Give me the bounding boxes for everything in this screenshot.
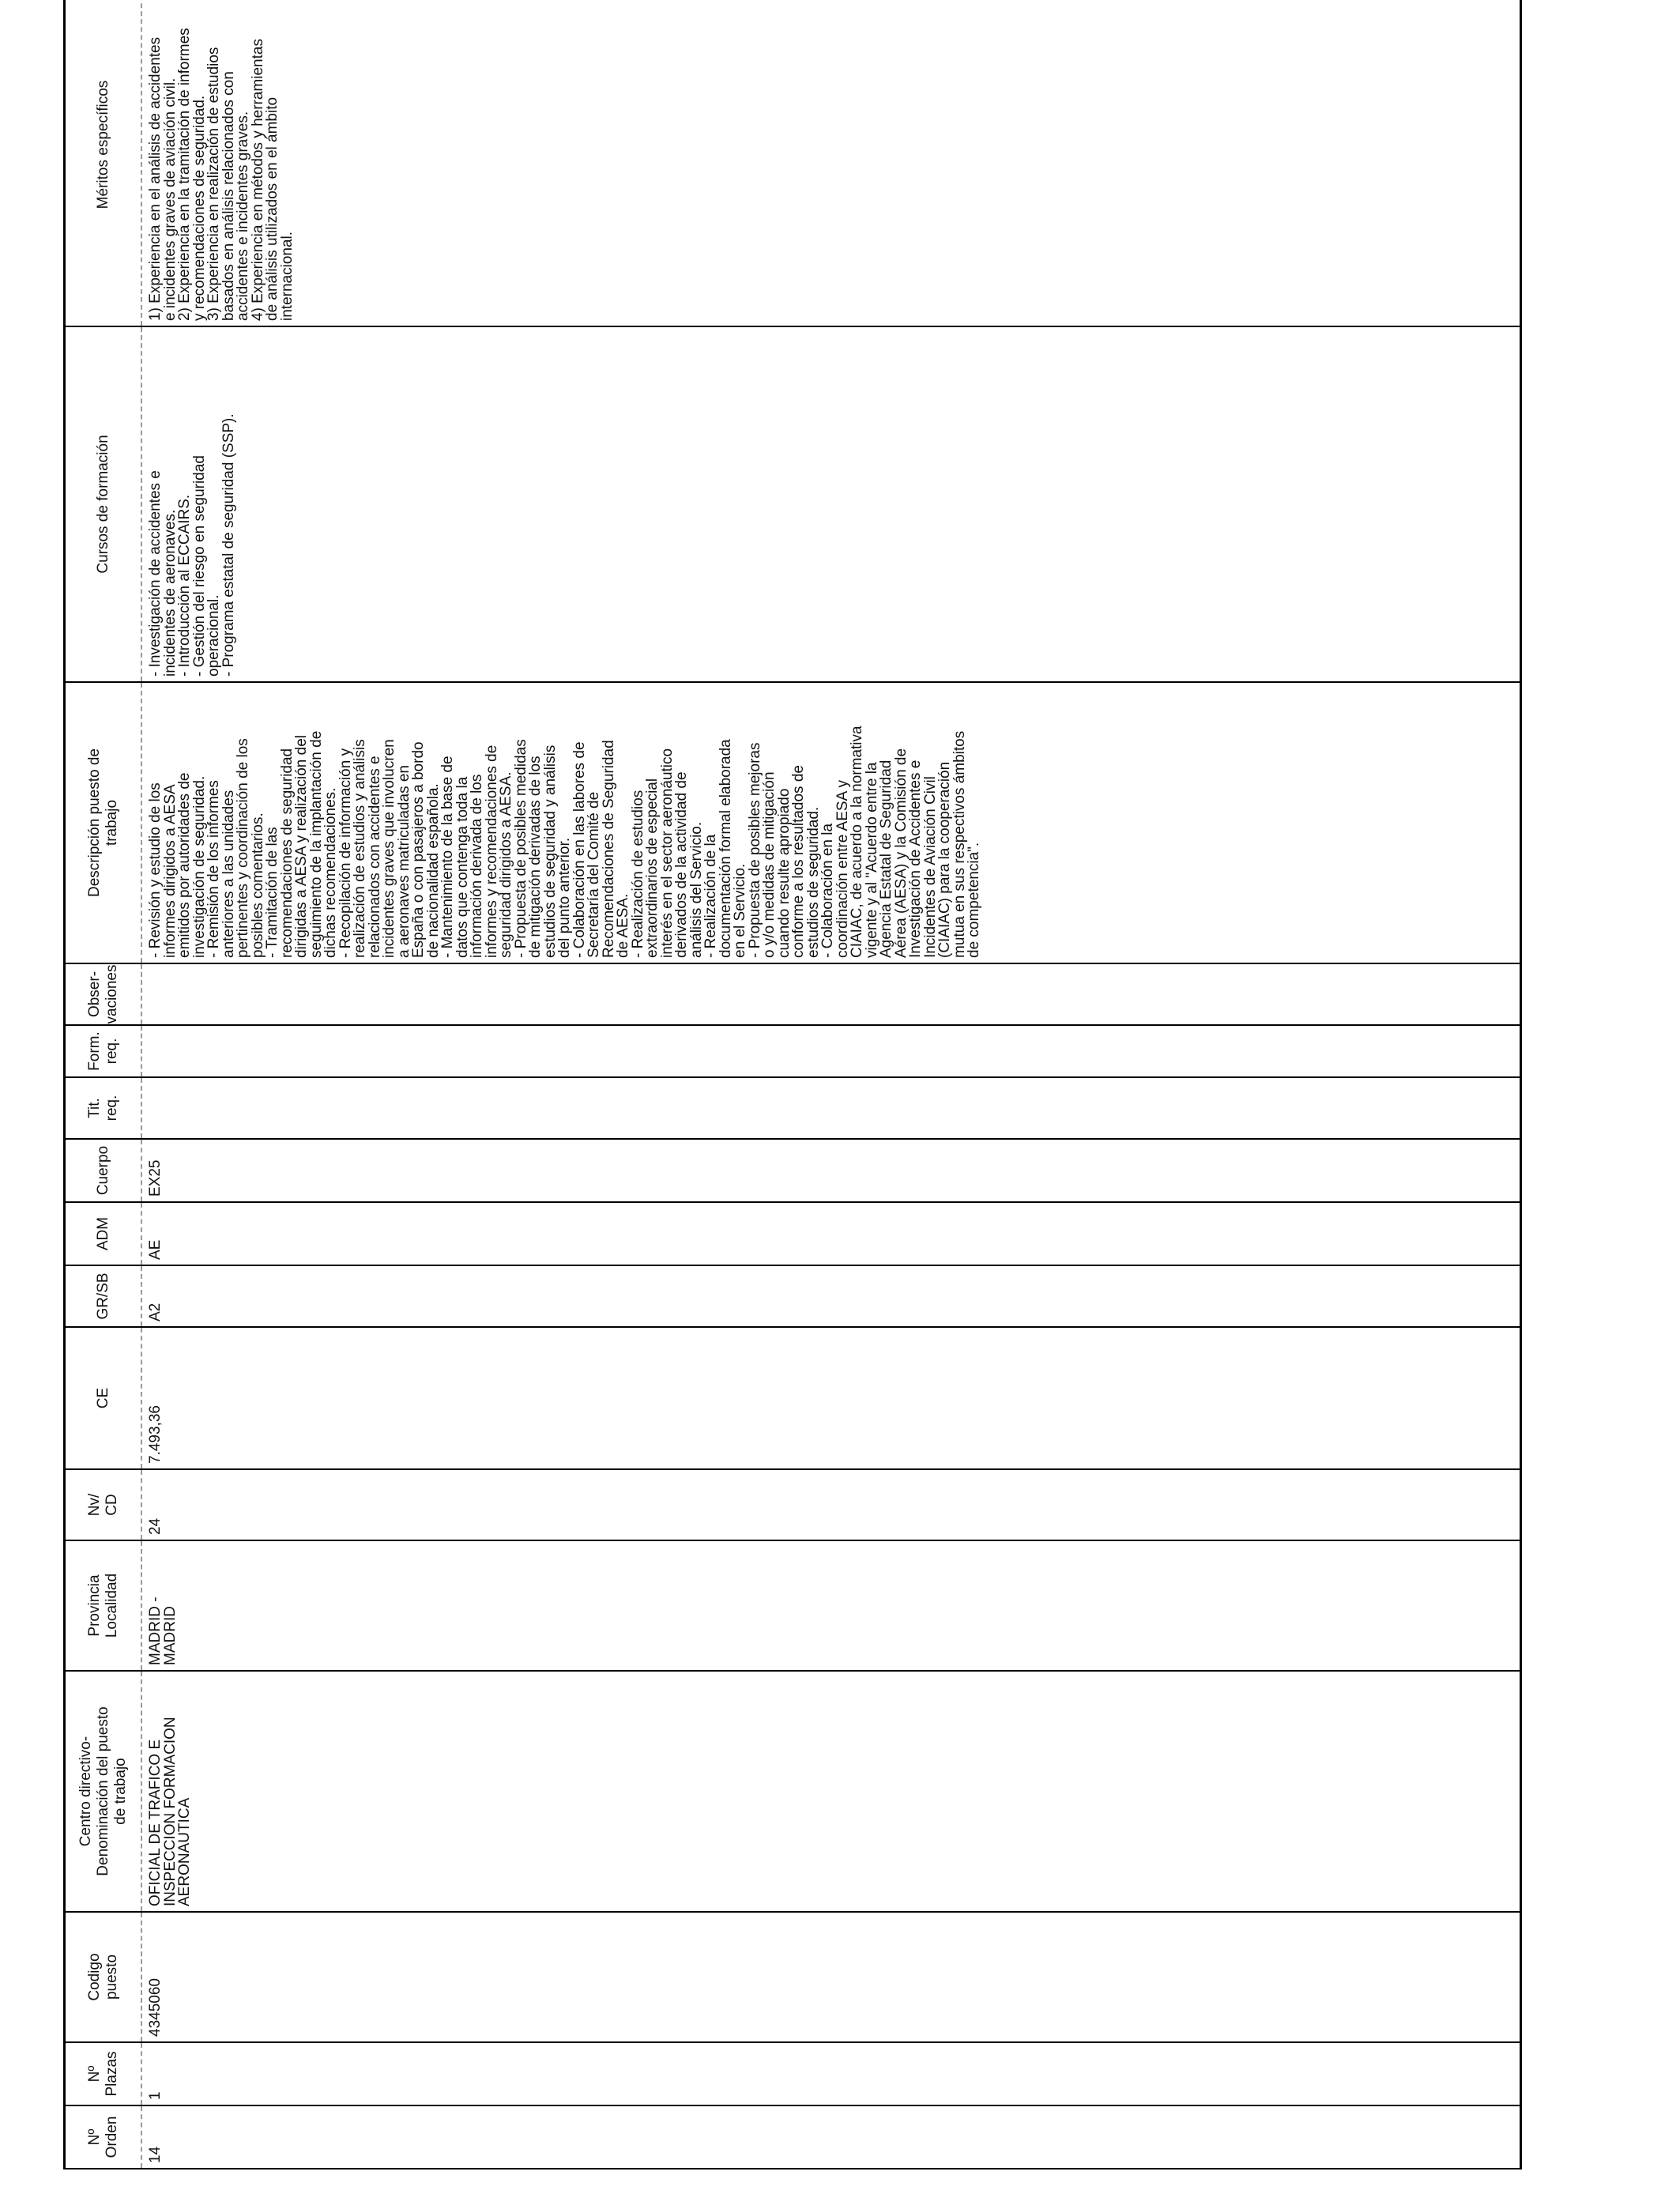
header-tit: Tit. req.	[65, 1077, 142, 1139]
header-obs: Obser- vaciones	[65, 963, 142, 1025]
cell-nivel: 24	[141, 1469, 1521, 1540]
cell-plazas: 1	[141, 2042, 1521, 2105]
cell-adm: AE	[141, 1202, 1521, 1265]
header-cursos: Cursos de formación	[65, 326, 142, 682]
header-row	[65, 0, 142, 2169]
header-codigo: Codigo puesto	[65, 1912, 142, 2042]
header-provincia: Provincia Localidad	[65, 1540, 142, 1671]
cell-codigo: 4345060	[141, 1912, 1521, 2042]
cell-centro: OFICIAL DE TRAFICO E INSPECCION FORMACION AERONAUTICA	[141, 1671, 1521, 1912]
cell-ce: 7.493,36	[141, 1327, 1521, 1469]
header-ce: CE	[65, 1327, 142, 1469]
cell-form	[141, 1025, 1521, 1077]
cell-orden: 14	[141, 2105, 1521, 2169]
header-adm: ADM	[65, 1202, 142, 1265]
header-plazas: Nº Plazas	[65, 2042, 142, 2105]
header-centro: Centro directivo- Denominación del puesto de trabajo	[65, 1671, 142, 1912]
cell-descripcion: - Revisión y estudio de los informes dirigidos a AESA emitidos por autoridades de investigación de seguridad. - Remisión de los informes anteriores a las unidades pertinentes y coordinación de los posibles comentarios. - Tramitación de las recomendaciones de seguridad dirigidas a AESA y realización del seguimiento de la implantación de dichas recomendaciones. - Recopilación de información y realización de estudios y análisis relacionados con accidentes e incidentes graves que involucren a aeronaves matriculadas en España o con pasajeros a bordo de nacionalidad española. - Mantenimiento de la base de datos que contenga toda la información derivada de los informes y recomendaciones de seguridad dirigidos a AESA. - Propuesta de posibles medidas de mitigación derivadas de los estudios de seguridad y análisis del punto anterior. - Colaboración en las labores de Secretaría del Comité de Recomendaciones de Seguridad de AESA. - Realización de estudios extraordinarios de especial interés en el sector aeronáutico derivados de la actividad de análisis del Servicio. - Realización de la documentación formal elaborada en el Servicio. - Propuesta de posibles mejoras o y/o medidas de mitigación cuando resulte apropiado conforme a los resultados de estudios de seguridad. - Colaboración en la coordinación entre AESA y CIAIAC, de acuerdo a la normativa vigente y al "Acuerdo entre la Agencia Estatal de Seguridad Aérea (AESA) y la Comisión de Investigación de Accidentes e Incidentes de Aviación Civil (CIAIAC) para la cooperación mutua en sus respectivos ámbitos de competencia".	[141, 682, 1521, 963]
header-descripcion: Descripción puesto de trabajo	[65, 682, 142, 963]
cell-tit	[141, 1077, 1521, 1139]
header-grsb: GR/SB	[65, 1265, 142, 1327]
header-form: Form. req.	[65, 1025, 142, 1077]
header-cuerpo: Cuerpo	[65, 1139, 142, 1202]
header-nivel: Nv/ CD	[65, 1469, 142, 1540]
cell-cursos: - Investigación de accidentes e incidentes de aeronaves. - Introducción al ECCAIRS. - Gestión del riesgo en seguridad operacional. - Programa estatal de seguridad (SSP).	[141, 326, 1521, 682]
cell-obs	[141, 963, 1521, 1025]
table-row	[141, 0, 1521, 2169]
header-orden: Nº Orden	[65, 2105, 142, 2169]
cell-cuerpo: EX25	[141, 1139, 1521, 1202]
cell-grsb: A2	[141, 1265, 1521, 1327]
cell-meritos: 1) Experiencia en el análisis de accidentes e incidentes graves de aviación civil. 2) Experiencia en la tramitación de informes y recomendaciones de seguridad. 3) Experiencia en realización de estudios basados en análisis relacionados con accidentes e incidentes graves. 4) Experiencia en métodos y herramientas de análisis utilizados en el ámbito internacional.	[141, 0, 1521, 326]
rotated-table-wrapper	[63, 4, 1517, 2169]
positions-table	[63, 0, 1522, 2169]
header-meritos: Méritos específicos	[65, 0, 142, 326]
cell-provincia: MADRID - MADRID	[141, 1540, 1521, 1671]
